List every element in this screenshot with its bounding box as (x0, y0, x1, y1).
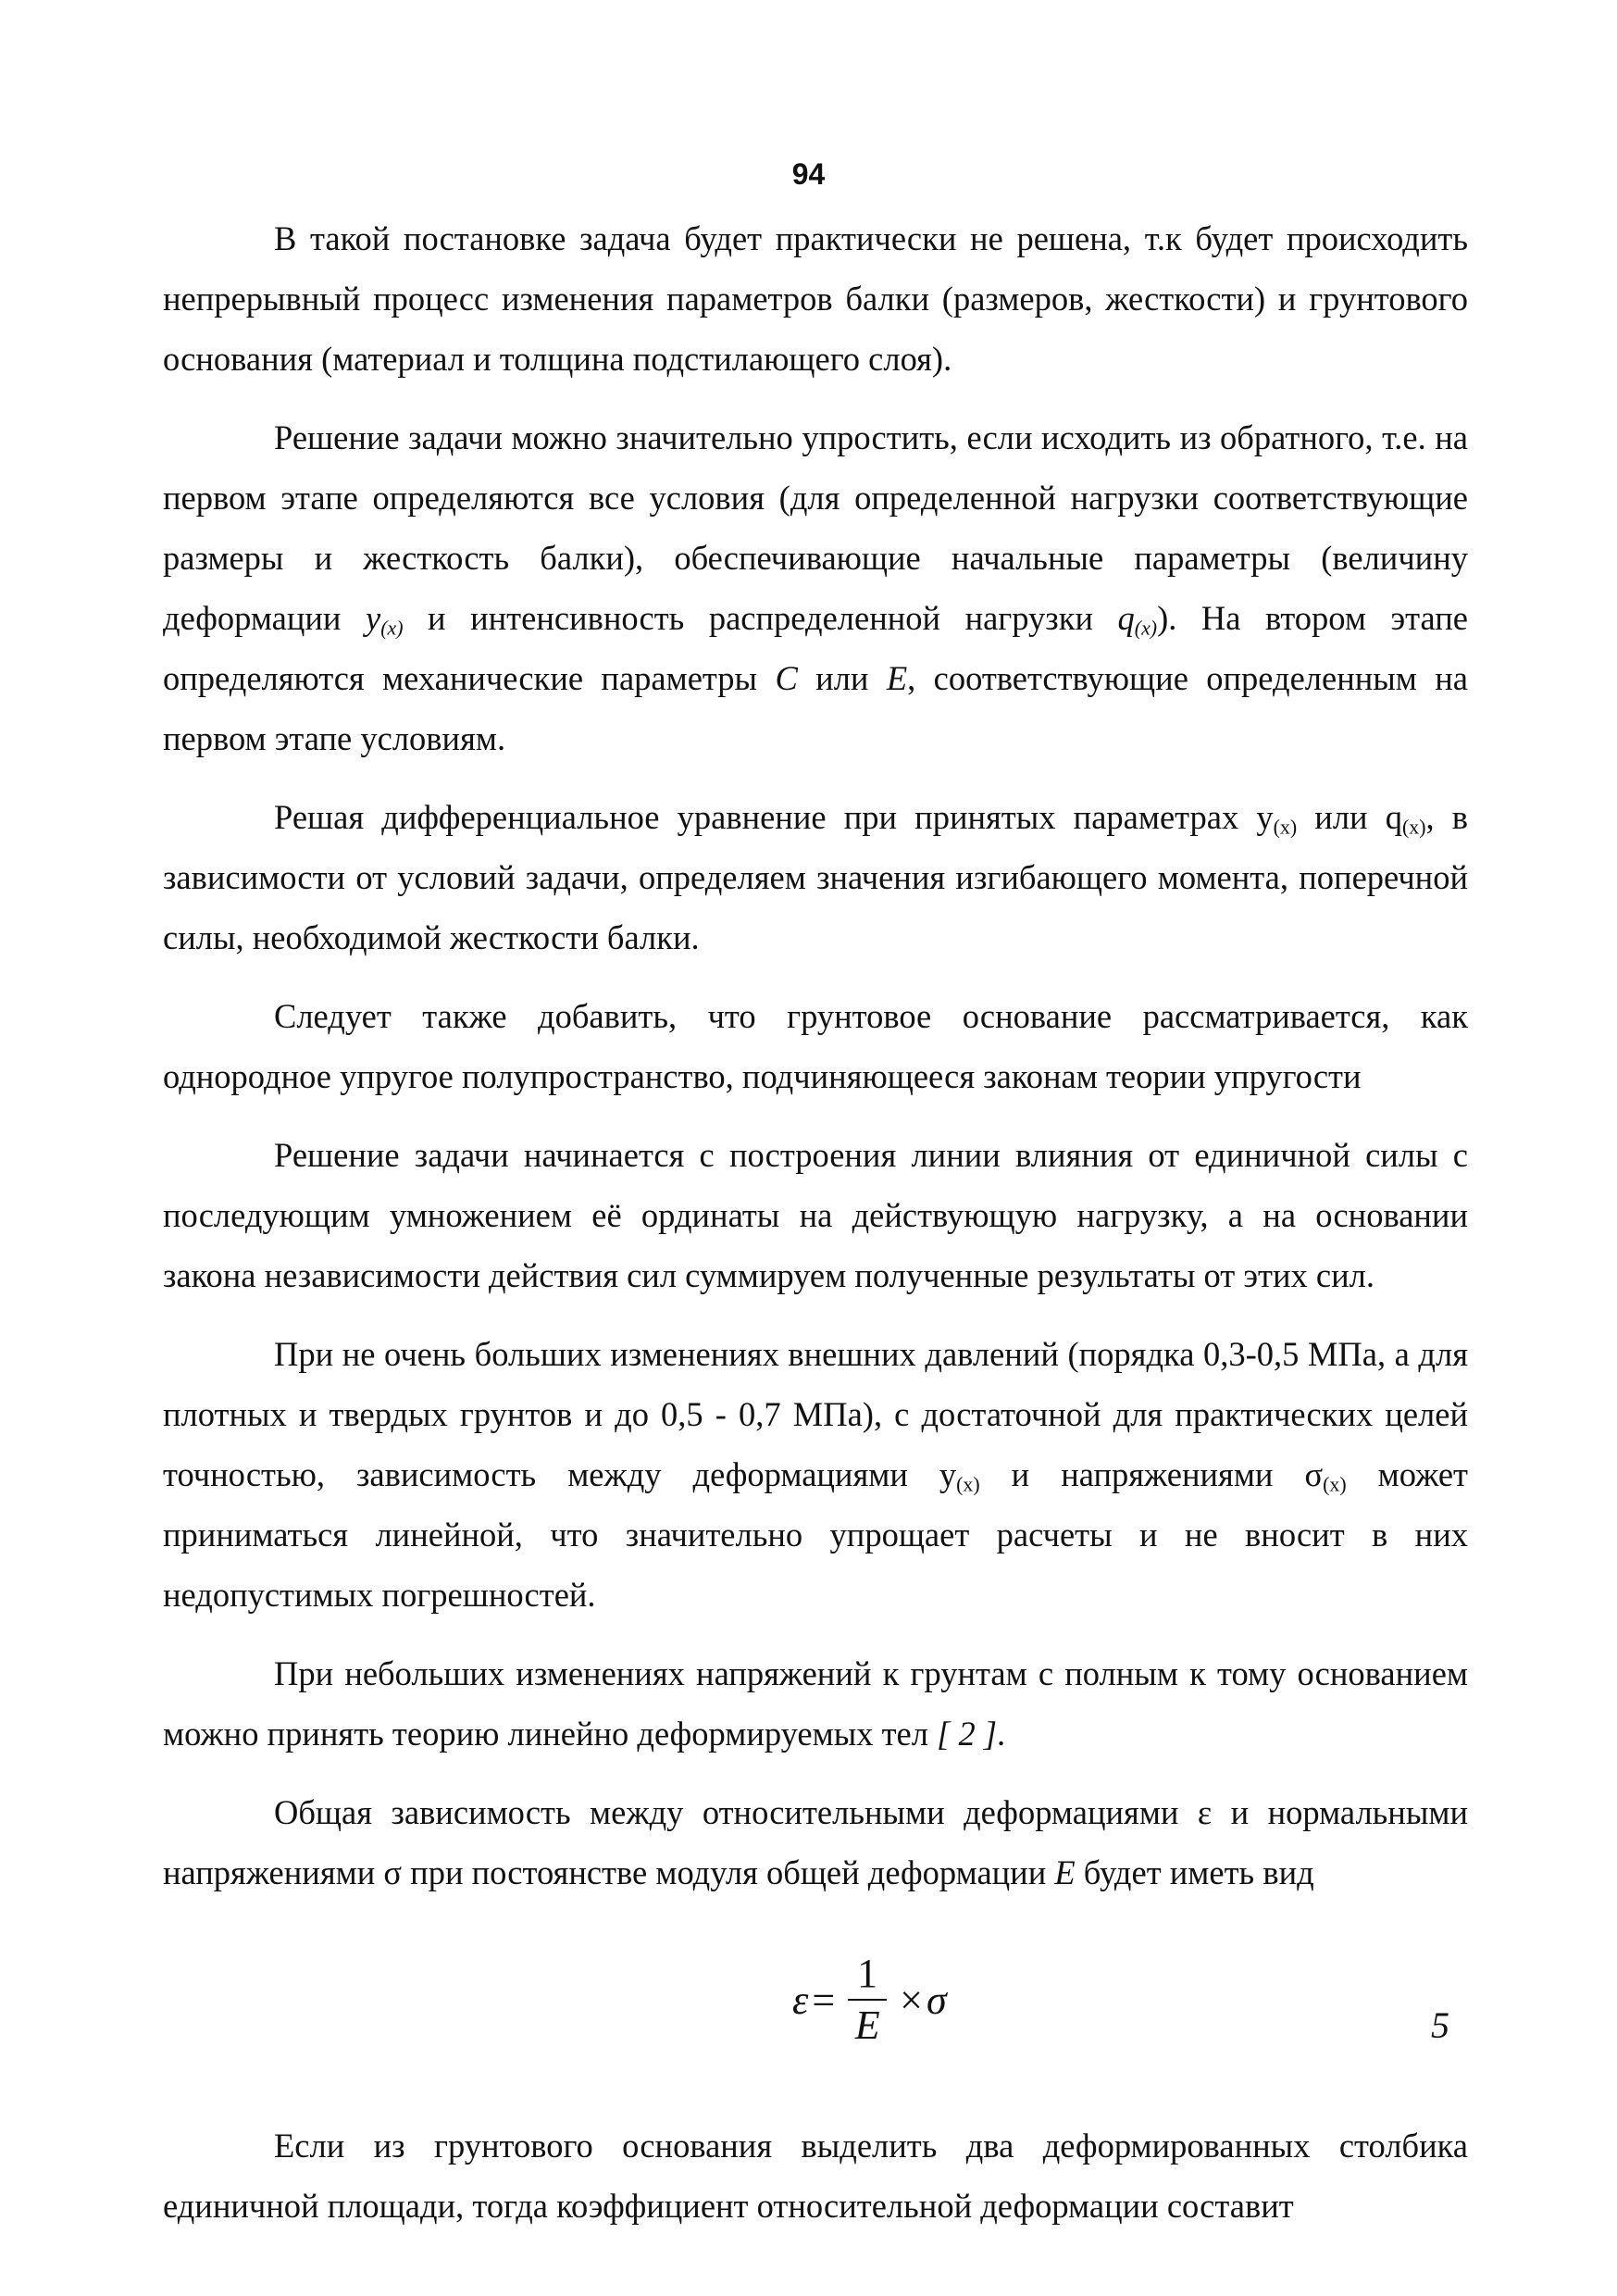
citation-reference: [ 2 ] (937, 1715, 998, 1753)
multiply-sign: × (900, 1977, 923, 2023)
paragraph-1: В такой постановке задача будет практически не решена, т.к будет происходить непрерывный процесс изменения параметров балки (размеров, жесткости) и грунтового основания (материал и толщина подстилающего слоя). (163, 219, 1468, 378)
equation (792, 1949, 947, 2051)
paragraph-7: При небольших изменениях напряжений к грунтам с полным к тому основанием можно принять теорию линейно деформируемых тел [ 2 ]. (163, 1654, 1468, 1753)
paragraph-5: Решение задачи начинается с построения линии влияния от единичной силы с последующим умножением её ординаты на действующую нагрузку, а на основании закона независимости действия сил суммируем полученные результаты от этих сил. (163, 1136, 1468, 1294)
equation-block (163, 1940, 1468, 2097)
equation-rhs: σ (927, 1977, 947, 2023)
equation-number: 5 (1431, 2004, 1449, 2046)
fraction-denominator: E (854, 2003, 880, 2048)
paragraph-6: При не очень больших изменениях внешних давлений (порядка 0,3-0,5 МПа, а для плотных и твердых грунтов и до 0,5 - 0,7 МПа), с достаточной для практических целей точностью, зависимость между деформациями $y_{(x)}$ и напряжениями $\sigma_{(x)}$ может приниматься линейной, что значительно упрощает расчеты и не вносит в них недопустимых погрешностей. (163, 1335, 1469, 1614)
equals-sign: = (812, 1977, 836, 2023)
paragraph-2: Решение задачи можно значительно упростить, если исходить из обратного, т.е. на первом этапе определяются все условия (для определенной нагрузки соответствующие размеры и жесткость балки), обеспечивающие начальные параметры (величину деформации $y_{(x)}$ и интенсивность распределенной нагрузки $q_{(x)}$). На втором этапе определяются механические параметры C или E, соответствующие определенным на первом этапе условиям. (163, 418, 1468, 757)
body-text (163, 208, 1468, 2254)
paragraph-3: Решая дифференциальное уравнение при принятых параметрах $y_{(x)}$ или $q_{(x)}$, в зависимости от условий задачи, определяем значения изгибающего момента, поперечной силы, необходимой жесткости балки. (163, 798, 1469, 956)
page-number: 94 (791, 157, 826, 191)
paragraph-4: Следует также добавить, что грунтовое основание рассматривается, как однородное упругое полупространство, подчиняющееся законам теории упругости (163, 997, 1468, 1095)
paragraph-8: Общая зависимость между относительными деформациями ε и нормальными напряжениями σ при постоянстве модуля общей деформации E будет иметь вид (163, 1793, 1468, 1891)
paragraph-9: Если из грунтового основания выделить два деформированных столбика единичной площади, тогда коэффициент относительной деформации составит (163, 2127, 1468, 2225)
equation-lhs: ε (792, 1977, 809, 2023)
fraction (848, 1949, 887, 2051)
fraction-numerator: 1 (848, 1949, 887, 2001)
